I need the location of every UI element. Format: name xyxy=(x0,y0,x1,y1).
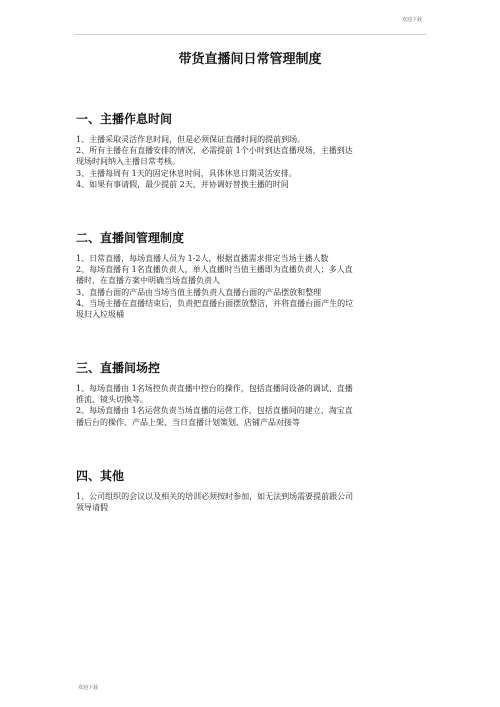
section-line: 3、主播每周有 1天的固定休息时间，具体休息日期灵活安排。 xyxy=(76,168,297,178)
header-text: 欢迎下载 xyxy=(401,17,422,23)
header-divider xyxy=(74,34,426,35)
section-line: 1、日常直播，每场直播人员为 1-2人，根据直播需求排定当场主播人数 xyxy=(76,254,329,263)
section-work-schedule xyxy=(76,110,428,190)
section-line: 4、如果有事请假，最少提前 2天，并协调好替换主播的时间 xyxy=(76,179,289,189)
section-line: 3、直播台面的产品由当场当值主播负责人直播台面的产品摆放和整理 xyxy=(76,287,322,297)
section-other xyxy=(76,467,428,513)
section-line: 1、主播采取灵活作息时间，但是必须保证直播时间的提前到场。 xyxy=(76,135,306,144)
section-line: 2、每场直播由 1名运营负责当场直播的运营工作，包括直播间的建立、淘宝直 xyxy=(76,406,353,416)
section-heading: 四、其他 xyxy=(76,469,125,483)
section-line: 推流、镜头切换等。 xyxy=(76,395,148,405)
section-field-control xyxy=(76,359,428,428)
section-line: 4、当场主播在直播结束后，负责把直播台面摆放整洁，并将直播台面产生的垃 xyxy=(76,298,354,308)
footer-text: 欢迎下载 xyxy=(78,685,99,691)
document-title: 带货直播间日常管理制度 xyxy=(178,52,322,67)
section-line: 圾归入垃圾桶 xyxy=(76,310,124,320)
section-room-management xyxy=(76,229,428,320)
section-line: 2、所有主播在有直播安排的情况，必需提前 1个小时到达直播现场，主播到达 xyxy=(76,146,353,156)
section-line: 现场时间纳入主播日常考核。 xyxy=(76,157,180,167)
section-line: 领导请假 xyxy=(76,503,108,513)
section-heading: 一、主播作息时间 xyxy=(76,112,173,126)
section-line: 1、每场直播由 1名场控负责直播中控台的操作，包括直播间设备的调试、直播 xyxy=(76,384,353,393)
section-line: 播后台的操作、产品上架、当日直播计划策划、店铺产品对接等 xyxy=(76,417,300,427)
section-heading: 二、直播间管理制度 xyxy=(76,231,185,245)
section-line: 1、公司组织的会议以及相关的培训必须按时参加，如无法到场需要提前跟公司 xyxy=(76,492,354,501)
section-line: 播时，在直播方案中明确当场直播负责人 xyxy=(76,276,220,286)
section-heading: 三、直播间场控 xyxy=(76,361,161,375)
section-line: 2、每场直播有 1名直播负责人，单人直播时当值主播即为直播负责人；多人直 xyxy=(76,265,353,275)
